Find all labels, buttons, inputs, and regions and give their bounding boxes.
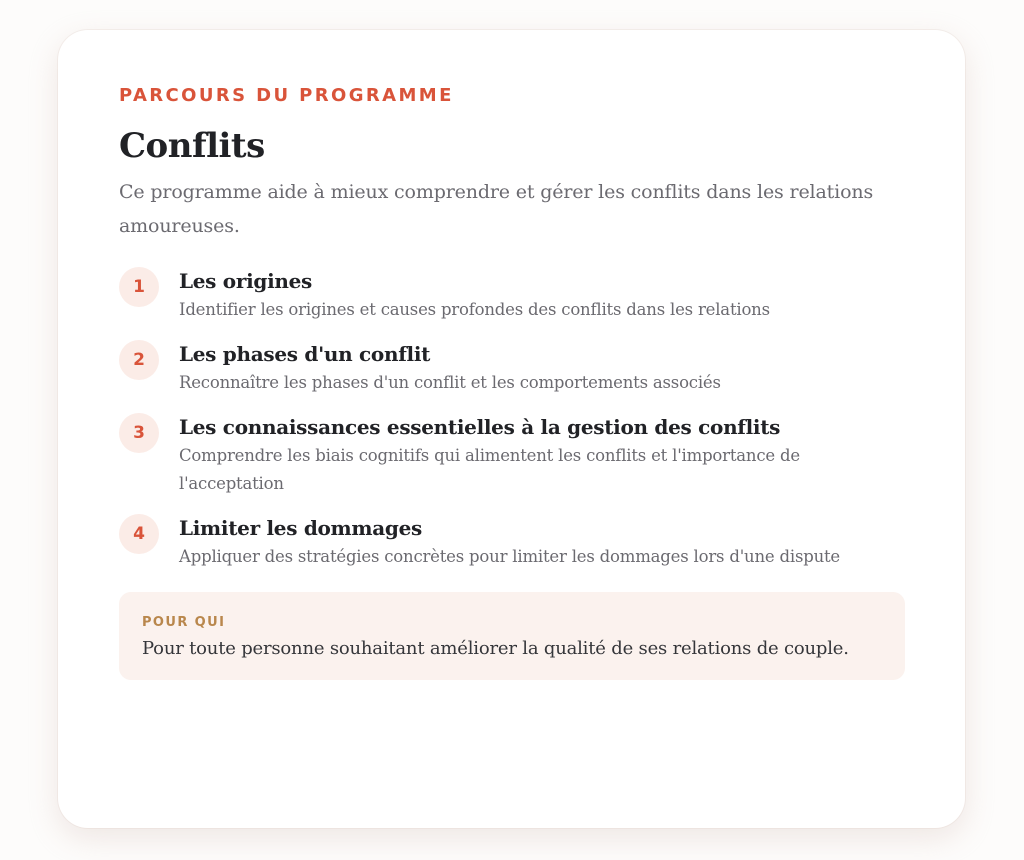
program-steps-list bbox=[119, 267, 905, 571]
step-content bbox=[179, 267, 905, 324]
step-number-badge: 1 bbox=[119, 267, 159, 307]
step-number-badge: 4 bbox=[119, 514, 159, 554]
step-content bbox=[179, 514, 905, 571]
program-intro: Ce programme aide à mieux comprendre et gérer les conflits dans les relations amoureuses. bbox=[119, 181, 874, 237]
step-description: Comprendre les biais cognitifs qui alimentent les conflits et l'importance de l'acceptation bbox=[179, 446, 800, 493]
step-item bbox=[119, 514, 905, 571]
section-eyebrow: PARCOURS DU PROGRAMME bbox=[119, 85, 454, 106]
step-number-badge: 3 bbox=[119, 413, 159, 453]
step-content bbox=[179, 413, 905, 498]
target-audience-box bbox=[119, 592, 905, 680]
step-description: Identifier les origines et causes profondes des conflits dans les relations bbox=[179, 300, 770, 319]
step-title: Limiter les dommages bbox=[179, 516, 423, 540]
step-description: Reconnaître les phases d'un conflit et les comportements associés bbox=[179, 373, 721, 392]
step-item bbox=[119, 267, 905, 324]
program-card bbox=[58, 30, 965, 828]
target-audience-label: POUR QUI bbox=[142, 615, 226, 630]
program-title: Conflits bbox=[119, 126, 265, 166]
step-item bbox=[119, 340, 905, 397]
target-audience-text: Pour toute personne souhaitant améliorer la qualité de ses relations de couple. bbox=[142, 638, 849, 659]
step-item bbox=[119, 413, 905, 498]
step-title: Les phases d'un conflit bbox=[179, 342, 431, 366]
step-description: Appliquer des stratégies concrètes pour limiter les dommages lors d'une dispute bbox=[179, 547, 840, 566]
step-number-badge: 2 bbox=[119, 340, 159, 380]
step-content bbox=[179, 340, 905, 397]
step-title: Les origines bbox=[179, 269, 312, 293]
step-title: Les connaissances essentielles à la gestion des conflits bbox=[179, 415, 781, 439]
